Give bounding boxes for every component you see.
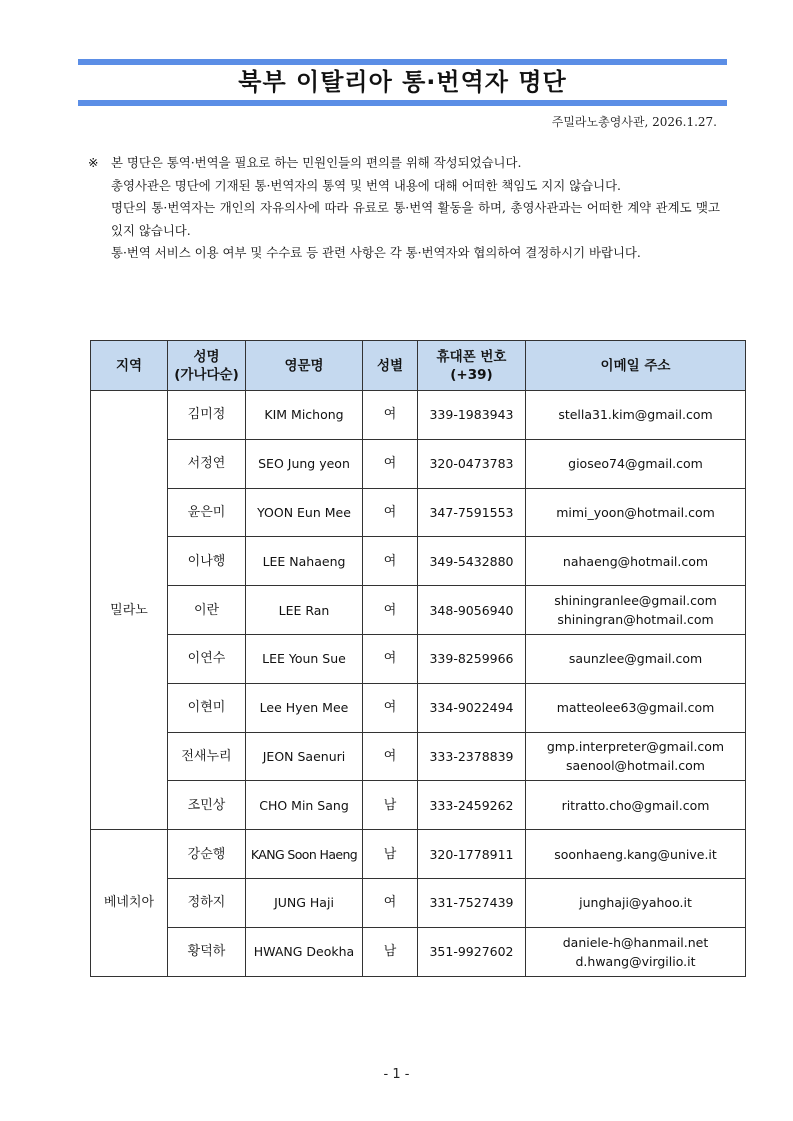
header-name-line1: 성명 xyxy=(193,348,220,365)
page-title: 북부 이탈리아 통·번역자 명단 xyxy=(238,68,567,96)
english-name-cell: LEE Youn Sue xyxy=(246,634,363,683)
gender-cell: 남 xyxy=(363,830,418,879)
gender-cell: 여 xyxy=(363,732,418,781)
email-cell xyxy=(526,488,746,537)
title-bottom-rule xyxy=(78,100,727,106)
name-cell: 강순행 xyxy=(168,830,246,879)
email-cell xyxy=(526,683,746,732)
english-name-cell: LEE Nahaeng xyxy=(246,537,363,586)
email-cell xyxy=(526,391,746,440)
english-name-cell: JEON Saenuri xyxy=(246,732,363,781)
phone-cell: 348-9056940 xyxy=(418,586,526,635)
english-name-cell: YOON Eun Mee xyxy=(246,488,363,537)
email-address[interactable]: daniele-h@hanmail.net xyxy=(562,934,709,950)
gender-cell: 여 xyxy=(363,683,418,732)
gender-cell: 여 xyxy=(363,537,418,586)
email-address[interactable]: junghaji@yahoo.it xyxy=(579,895,692,911)
email-cell xyxy=(526,586,746,635)
name-cell: 서정연 xyxy=(168,439,246,488)
header-gender: 성별 xyxy=(363,341,418,391)
table-row xyxy=(91,586,746,635)
english-name-cell: HWANG Deokha xyxy=(246,927,363,976)
name-cell: 전새누리 xyxy=(168,732,246,781)
gender-cell: 여 xyxy=(363,488,418,537)
notice-paragraph: 총영사관은 명단에 기재된 통·번역자의 통역 및 번역 내용에 대해 어떠한 책임도 지지 않습니다. xyxy=(111,177,621,193)
english-name-cell: JUNG Haji xyxy=(246,878,363,927)
header-name xyxy=(168,341,246,391)
header-region: 지역 xyxy=(91,341,168,391)
english-name-cell: KIM Michong xyxy=(246,391,363,440)
email-address[interactable]: gmp.interpreter@gmail.com xyxy=(546,739,725,755)
name-cell: 윤은미 xyxy=(168,488,246,537)
phone-cell: 320-0473783 xyxy=(418,439,526,488)
name-cell: 조민상 xyxy=(168,781,246,830)
page-number: - 1 - xyxy=(383,1067,410,1082)
email-address-secondary[interactable]: d.hwang@virgilio.it xyxy=(575,953,696,969)
table-row xyxy=(91,830,746,879)
email-address[interactable]: gioseo74@gmail.com xyxy=(568,456,703,472)
interpreter-table xyxy=(90,340,746,977)
issue-date: 주밀라노총영사관, 2026.1.27. xyxy=(551,115,717,129)
table-row xyxy=(91,927,746,976)
header-phone xyxy=(418,341,526,391)
name-cell: 황덕하 xyxy=(168,927,246,976)
name-cell: 이란 xyxy=(168,586,246,635)
reference-mark: ※ xyxy=(88,155,99,170)
name-cell: 이현미 xyxy=(168,683,246,732)
email-address[interactable]: mimi_yoon@hotmail.com xyxy=(556,504,715,520)
email-cell xyxy=(526,537,746,586)
header-name-line2: (가나다순) xyxy=(174,366,239,383)
gender-cell: 여 xyxy=(363,439,418,488)
table-row xyxy=(91,781,746,830)
email-address[interactable]: soonhaeng.kang@unive.it xyxy=(554,846,717,862)
header-phone-line2: (+39) xyxy=(450,366,493,383)
email-address[interactable]: nahaeng@hotmail.com xyxy=(562,553,709,569)
notice-paragraph: 명단의 통·번역자는 개인의 자유의사에 따라 유료로 통·번역 활동을 하며, 총영사관과는 어떠한 계약 관계도 맺고 있지 않습니다. xyxy=(111,200,720,238)
phone-cell: 333-2459262 xyxy=(418,781,526,830)
phone-cell: 339-8259966 xyxy=(418,634,526,683)
english-name-cell: LEE Ran xyxy=(246,586,363,635)
email-cell xyxy=(526,732,746,781)
phone-cell: 339-1983943 xyxy=(418,391,526,440)
table-row xyxy=(91,683,746,732)
table-row xyxy=(91,878,746,927)
email-address[interactable]: shiningranlee@gmail.com xyxy=(554,593,717,609)
gender-cell: 여 xyxy=(363,634,418,683)
title-top-rule xyxy=(78,59,727,65)
name-cell: 이나행 xyxy=(168,537,246,586)
email-cell xyxy=(526,927,746,976)
email-address[interactable]: stella31.kim@gmail.com xyxy=(558,407,713,423)
english-name-cell: Lee Hyen Mee xyxy=(246,683,363,732)
header-email: 이메일 주소 xyxy=(526,341,746,391)
email-address[interactable]: ritratto.cho@gmail.com xyxy=(561,797,710,813)
gender-cell: 남 xyxy=(363,781,418,830)
table-header-row xyxy=(91,341,746,391)
name-cell: 정하지 xyxy=(168,878,246,927)
english-name-cell: CHO Min Sang xyxy=(246,781,363,830)
email-address-secondary[interactable]: saenool@hotmail.com xyxy=(566,758,705,774)
region-cell-milano: 밀라노 xyxy=(91,391,168,830)
phone-cell: 320-1778911 xyxy=(418,830,526,879)
header-english-name: 영문명 xyxy=(246,341,363,391)
english-name-cell: KANG Soon Haeng xyxy=(246,830,363,879)
region-cell-venezia: 베네치아 xyxy=(91,830,168,976)
gender-cell: 여 xyxy=(363,586,418,635)
table-row xyxy=(91,391,746,440)
email-address-secondary[interactable]: shiningran@hotmail.com xyxy=(557,612,714,628)
email-cell xyxy=(526,634,746,683)
phone-cell: 347-7591553 xyxy=(418,488,526,537)
email-address[interactable]: matteolee63@gmail.com xyxy=(556,700,715,716)
email-address[interactable]: saunzlee@gmail.com xyxy=(568,651,703,667)
gender-cell: 남 xyxy=(363,927,418,976)
header-phone-line1: 휴대폰 번호 xyxy=(436,348,507,365)
english-name-cell: SEO Jung yeon xyxy=(246,439,363,488)
table-row xyxy=(91,537,746,586)
phone-cell: 334-9022494 xyxy=(418,683,526,732)
email-cell xyxy=(526,878,746,927)
phone-cell: 349-5432880 xyxy=(418,537,526,586)
table-row xyxy=(91,488,746,537)
notice-paragraph: 본 명단은 통역·번역을 필요로 하는 민원인들의 편의를 위해 작성되었습니다. xyxy=(111,155,522,170)
notice-block xyxy=(88,152,720,265)
gender-cell: 여 xyxy=(363,878,418,927)
phone-cell: 333-2378839 xyxy=(418,732,526,781)
email-cell xyxy=(526,781,746,830)
table-row xyxy=(91,439,746,488)
email-cell xyxy=(526,439,746,488)
table-row xyxy=(91,634,746,683)
phone-cell: 331-7527439 xyxy=(418,878,526,927)
phone-cell: 351-9927602 xyxy=(418,927,526,976)
table-row xyxy=(91,732,746,781)
gender-cell: 여 xyxy=(363,391,418,440)
notice-paragraph: 통·번역 서비스 이용 여부 및 수수료 등 관련 사항은 각 통·번역자와 협의하여 결정하시기 바랍니다. xyxy=(111,245,641,261)
email-cell xyxy=(526,830,746,879)
name-cell: 이연수 xyxy=(168,634,246,683)
name-cell: 김미정 xyxy=(168,391,246,440)
